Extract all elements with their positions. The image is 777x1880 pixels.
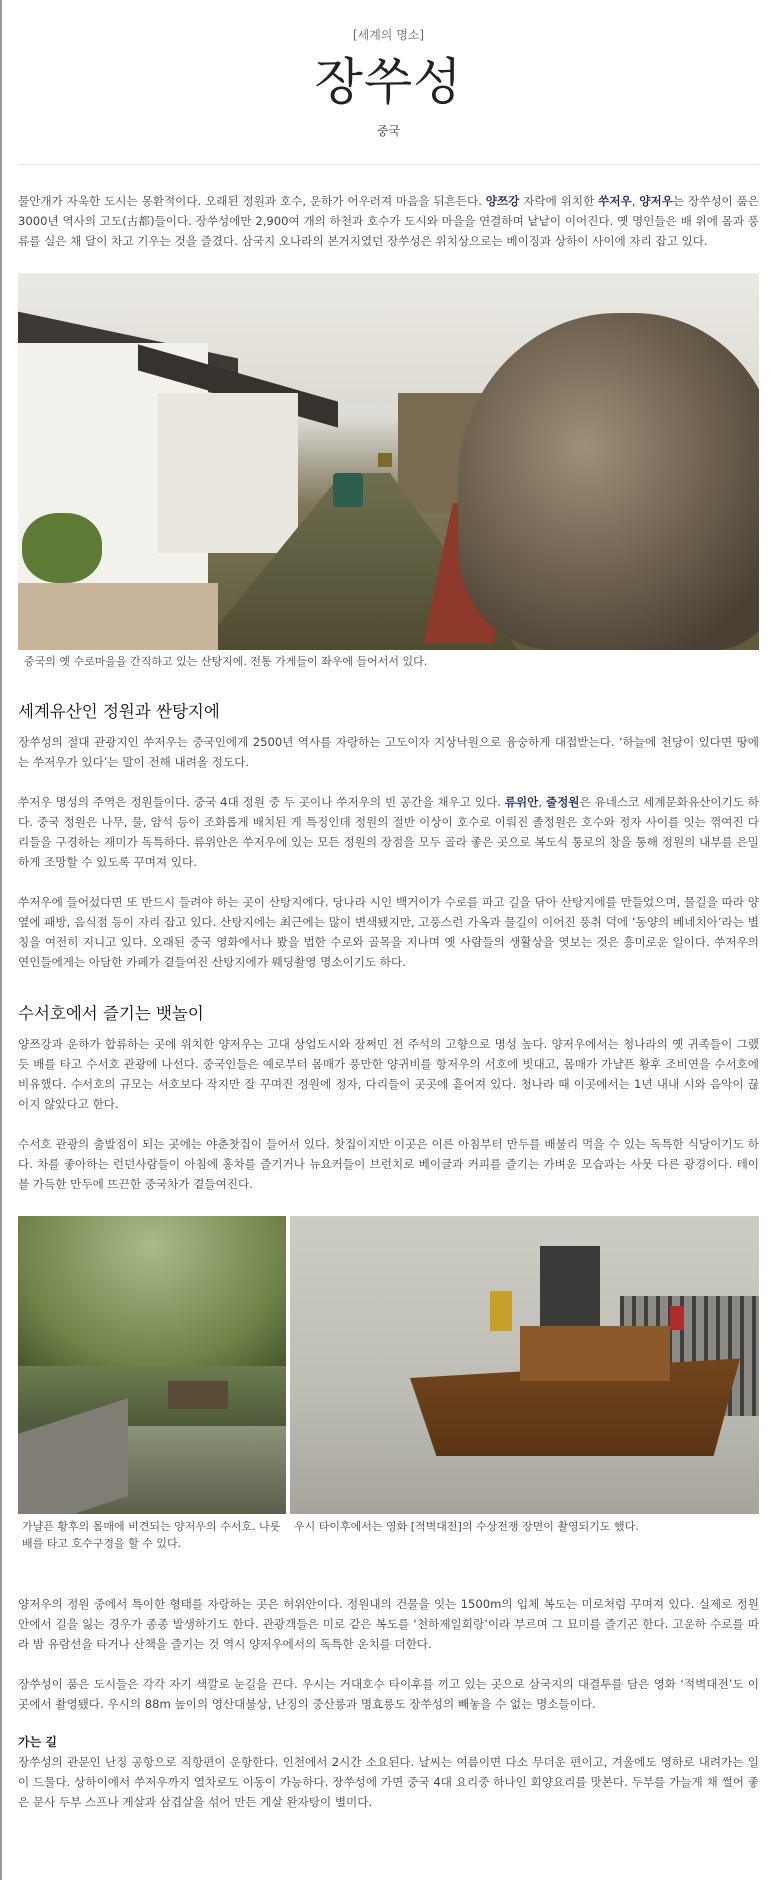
- intro-paragraph: [18, 191, 759, 251]
- photo-ship-cabin: [520, 1326, 670, 1381]
- intro-text-3: ,: [631, 194, 640, 208]
- intro-text-4: 는 장쑤성이 품은 3000년 역사의 고도(古都)들이다. 장쑤성에만 2,900여 개의 하천과 호수가 도시와 마을을 연결하며 낱낱이 이어진다. 옛 명인들은 배 위에 몸과 풍류를 실은 채 달이 차고 기우는 것을 즐겼다. 삼국지 오나라의 본거지였던 장쑤성은 위치상으로는 베이징과 상하이 사이에 자리 잡고 있다.: [18, 194, 759, 248]
- gardens-text-1: 쑤저우 명성의 주역은 정원들이다. 중국 4대 정원 중 두 곳이나 쑤저우의 빈 공간을 채우고 있다.: [18, 795, 505, 809]
- photo-boat: [333, 473, 363, 507]
- photo-canal-caption: 중국의 옛 수로마을을 간직하고 있는 산탕지에. 전통 가게들이 좌우에 들어서서 있다.: [24, 655, 428, 668]
- photo-row: [18, 1216, 759, 1514]
- photo-flag: [670, 1306, 684, 1330]
- header-divider: [18, 164, 759, 165]
- gardens-text-2: ,: [538, 795, 546, 809]
- photo-canal-village: [18, 273, 759, 650]
- article-header: [18, 0, 759, 140]
- country-label: 중국: [376, 124, 401, 138]
- gardens-paragraph-3: 쑤저우에 들어섰다면 또 반드시 들려야 하는 곳이 산탕지에다. 당나라 시인 백거이가 수로를 파고 길을 닦아 산탕지에를 만들었으며, 물길을 따라 양 옆에 패방, 음식점 등이 자리 잡고 있다. 산탕지에는 최근에는 많이 변색됐지만, 고풍스런 가옥과 물길이 이어진 풍취 덕에 ‘동양의 베네치아’라는 별칭을 여전히 지니고 있다. 오래된 중국 영화에서나 봤을 법한 수로와 골목을 지나며 옛 사람들의 생활상을 엿보는 것은 흥미로운 일이다. 쑤저우의 연인들에게는 아담한 카페가 곁들여진 산탕지에가 웨딩촬영 명소이기도 하다.: [18, 895, 759, 969]
- boating-paragraph-1: 양쯔강과 운하가 합류하는 곳에 위치한 양저우는 고대 상업도시와 장쩌민 전 주석의 고향으로 명성 높다. 양저우에서는 청나라의 옛 귀족들이 그랬듯 배를 타고 수서호 관광에 나선다. 중국인들은 예로부터 몸매가 풍만한 양귀비를 항저우의 서호에 빗대고, 몸매가 가냘픈 황후 조비연을 수서호에 비유했다. 수서호의 규모는 서호보다 작지만 잘 꾸며진 정원에 정자, 다리들이 곳곳에 흩어져 있다. 청나라 때 이곳에서는 1년 내내 시와 음악이 끊이지 않았다고 한다.: [18, 1037, 760, 1111]
- page-title: 장쑤성: [314, 53, 463, 111]
- keyword-suzhou: 쑤저우: [598, 194, 632, 208]
- photo-taihu-warship: [290, 1216, 759, 1514]
- photo-path: [18, 583, 218, 650]
- gardens-paragraph-1: 장쑤성의 절대 관광지인 쑤저우는 중국인에게 2500년 역사를 자랑하는 고도이자 지상낙원으로 융숭하게 대접받는다. ‘하늘에 천당이 있다면 땅에는 쑤저우가 있다’는 말이 전해 내려올 정도다.: [18, 735, 759, 769]
- photo-tree: [22, 513, 102, 583]
- intro-text-1: 물안개가 자욱한 도시는 몽환적이다. 오래된 정원과 호수, 운하가 어우러져 마음을 뒤흔든다.: [18, 194, 486, 208]
- gardens-paragraph-2: [18, 792, 759, 872]
- directions-heading: 가는 길: [18, 1735, 57, 1749]
- photo-house: [158, 393, 298, 553]
- keyword-yangzhou: 양저우: [639, 194, 673, 208]
- section-heading-boating: 수서호에서 즐기는 뱃놀이: [18, 1004, 204, 1023]
- intro-text-2: 자락에 위치한: [519, 194, 599, 208]
- keyword-liuyuan: 류위안: [504, 795, 539, 809]
- keyword-yangtze: 양쯔강: [485, 194, 520, 208]
- gardens-text-3: 은 유네스코 세계문화유산이기도 하다. 중국 정원은 나무, 물, 암석 등이 조화롭게 배치된 게 특징인데 정원의 절반 이상이 호수로 이뤄진 졸정원은 호수와 정자 사이를 잇는 꺾여진 다리들을 구경하는 재미가 독특하다. 류위안은 쑤저우에 있는 모든 정원의 장점을 모두 골라 좋은 곳으로 복도식 통로의 창을 통해 정원의 내부를 은밀하게 조망할 수 있도록 꾸며져 있다.: [18, 795, 759, 869]
- keyword-humble-garden: 줄정원: [545, 795, 580, 809]
- photo-slender-west-lake: [18, 1216, 286, 1514]
- directions-paragraph: 장쑤성의 관문인 난징 공항으로 직항편이 운항한다. 인천에서 2시간 소요된다. 날씨는 여름이면 다소 무더운 편이고, 겨울에도 영하로 내려가는 일이 드물다. 상하이에서 쑤저우까지 열차로도 이동이 가능하다. 장쑤성에 가면 중국 4대 요리중 하나인 회양요리를 맛본다. 두부를 가늘게 채 썰어 좋은 문사 두부 스프나 게살과 삼겹살을 섞어 만든 게살 완자탕이 별미다.: [18, 1755, 759, 1809]
- photo-lake-caption: 가냘픈 황후의 몸매에 비견되는 양저우의 수서호. 나룻배를 타고 호수구경을 할 수 있다.: [22, 1520, 281, 1550]
- photo-warship-caption: 우시 타이후에서는 영화 [적벽대전]의 수상전쟁 장면이 촬영되기도 했다.: [294, 1520, 639, 1533]
- article: [18, 0, 759, 1812]
- left-border: [0, 0, 2, 1880]
- section-heading-gardens: 세계유산인 정원과 싼탕지에: [18, 702, 220, 721]
- cities-paragraph: 장쑤성이 품은 도시들은 각각 자기 색깔로 눈길을 끈다. 우시는 거대호수 타이후를 끼고 있는 곳으로 삼국지의 대결투를 담은 영화 ‘적벽대전’도 이곳에서 촬영됐다. 우시의 88m 높이의 영산대불상, 난징의 중산릉과 명효릉도 장쑤성의 빼놓을 수 없는 명소들이다.: [18, 1677, 759, 1711]
- boating-paragraph-2: 수서호 관광의 출발점이 되는 곳에는 야춘찻집이 들어서 있다. 찻집이지만 이곳은 이른 아침부터 만두를 배불리 먹을 수 있는 독특한 식당이기도 하다. 차를 좋아하는 런던사람들이 아침에 홍차를 즐기거나 뉴요커들이 브런치로 베이글과 커피를 즐기는 가벼운 모습과는 사뭇 다른 광경이다. 테이블 가득한 만두에 뜨끈한 중국차가 곁들여진다.: [18, 1137, 759, 1191]
- photo-flag: [490, 1291, 512, 1331]
- photo-stone-wall: [18, 1398, 128, 1514]
- photo-row-captions: [18, 1518, 759, 1558]
- photo-lion-statue: [458, 313, 759, 650]
- photo-tree-canopy: [18, 1216, 286, 1366]
- heyuan-paragraph: 양저우의 정원 중에서 특이한 형태를 자랑하는 곳은 허위안이다. 정원내의 건물을 잇는 1500m의 입체 복도는 미로처럼 꾸며져 있다. 실제로 정원 안에서 길을 잃는 경우가 종종 발생하기도 한다. 관광객들은 미로 같은 복도를 ‘천하제일회랑’이라 부르며 그 묘미를 즐기곤 한다. 고운하 수로를 따라 밤 유람선을 타거나 산책을 즐기는 것 역시 양저우에서의 독특한 운치를 더한다.: [18, 1597, 759, 1651]
- photo-pavilion: [168, 1381, 228, 1409]
- category-label: [세계의 명소]: [352, 28, 425, 42]
- photo-boat: [378, 453, 392, 467]
